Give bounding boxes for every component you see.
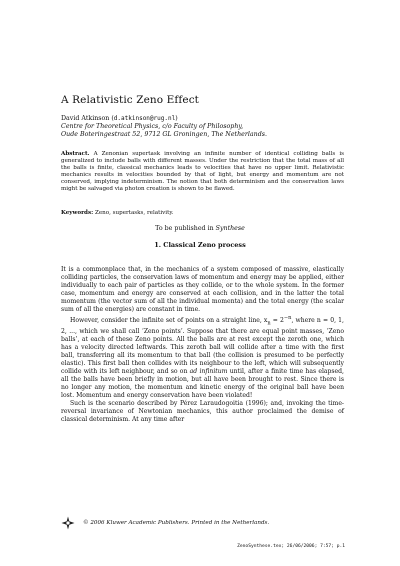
- publication-prefix: To be published in: [155, 225, 216, 232]
- paper-title: A Relativistic Zeno Effect: [61, 94, 199, 106]
- publication-journal: Synthese: [215, 225, 245, 232]
- paragraph-2-part-b: = 2: [270, 317, 284, 325]
- author-name: David Atkinson (: [61, 115, 114, 122]
- paragraph-2-part-d: until, after a finite time has elapsed, all the balls have been briefly in motion, but all have been brought to rest. Since there is no longer any motion, the momentum and kinetic energy of the original ball have been lost. Momentum and energy conservation have been violated!: [61, 367, 344, 399]
- author-line: [61, 115, 267, 123]
- body-text: [61, 266, 344, 424]
- publication-note: [0, 225, 400, 232]
- affiliation-line-1: Centre for Theoretical Physics, c/o Faculty of Philosophy,: [61, 123, 244, 130]
- paragraph-2-part-a: However, consider the infinite set of points on a straight line, x: [70, 317, 268, 325]
- publisher-logo-icon: [61, 516, 75, 530]
- paragraph-2: [61, 314, 344, 400]
- math-superscript: −n: [283, 315, 292, 322]
- author-email: d.atkinson@rug.nl: [113, 115, 176, 122]
- author-close-paren: ): [175, 115, 178, 122]
- math-subscript: n: [267, 320, 271, 327]
- section-heading: 1. Classical Zeno process: [154, 241, 246, 249]
- paragraph-1: It is a commonplace that, in the mechanics of a system composed of massive, elastically colliding particles, the conservation laws of momentum and energy may be applied, either individually to each pair of particles as they collide, or to the whole system. In the former case, momentum and energy are conserved at each collision, and in the latter the total momentum (the vector sum of all the individual momenta) and the total energy (the scalar sum of all the energies) are constant in time.: [61, 266, 344, 314]
- file-id-footer: ZenoSynthese.tex; 26/06/2006; 7:57; p.1: [237, 544, 345, 549]
- abstract-label: Abstract.: [61, 151, 90, 157]
- abstract: [61, 151, 344, 194]
- affiliation-line-2: Oude Boteringestraat 52, 9712 GL Groningen, The Netherlands.: [61, 131, 267, 138]
- copyright-text: © 2006 Kluwer Academic Publishers. Printed in the Netherlands.: [83, 520, 270, 526]
- paragraph-2-part-c: , where n = 0, 1, 2, ..., which we shall call ‘Zeno points’. Suppose that there are equal point masses, ‘Zeno balls’, at each of these Zeno points. All the balls are at rest except the zeroth one, which has a velocity directed leftwards. This zeroth ball will collide after a time with the first ball, transferring all its momentum to that ball (the collision is presumed to be perfectly elastic). This first ball then collides with its neighbour to the left, which will subsequently collide with its left neighbour, and so on: [61, 317, 344, 375]
- keywords: [61, 210, 174, 216]
- copyright-footer: [61, 516, 344, 530]
- paragraph-3: Such is the scenario described by Pérez Laraudogoitia (1996); and, invoking the time-reversal invariance of Newtonian mechanics, this author proclaimed the demise of classical determinism. At any time after: [61, 400, 344, 424]
- keywords-text: Zeno, supertasks, relativity.: [94, 210, 174, 216]
- author-block: [61, 115, 267, 139]
- paragraph-2-italic: ad infinitum: [189, 367, 228, 375]
- keywords-label: Keywords:: [61, 210, 94, 216]
- abstract-text: A Zenonian supertask involving an infinite number of identical colliding balls is generalized to include balls with different masses. Under the restriction that the total mass of all the balls is finite, classical mechanics leads to velocities that have no upper limit. Relativistic mechanics results in velocities bounded by that of light, but energy and momentum are not conserved, implying indeterminism. The notion that both determinism and the conservation laws might be salvaged via photon creation is shown to be flawed.: [61, 151, 344, 193]
